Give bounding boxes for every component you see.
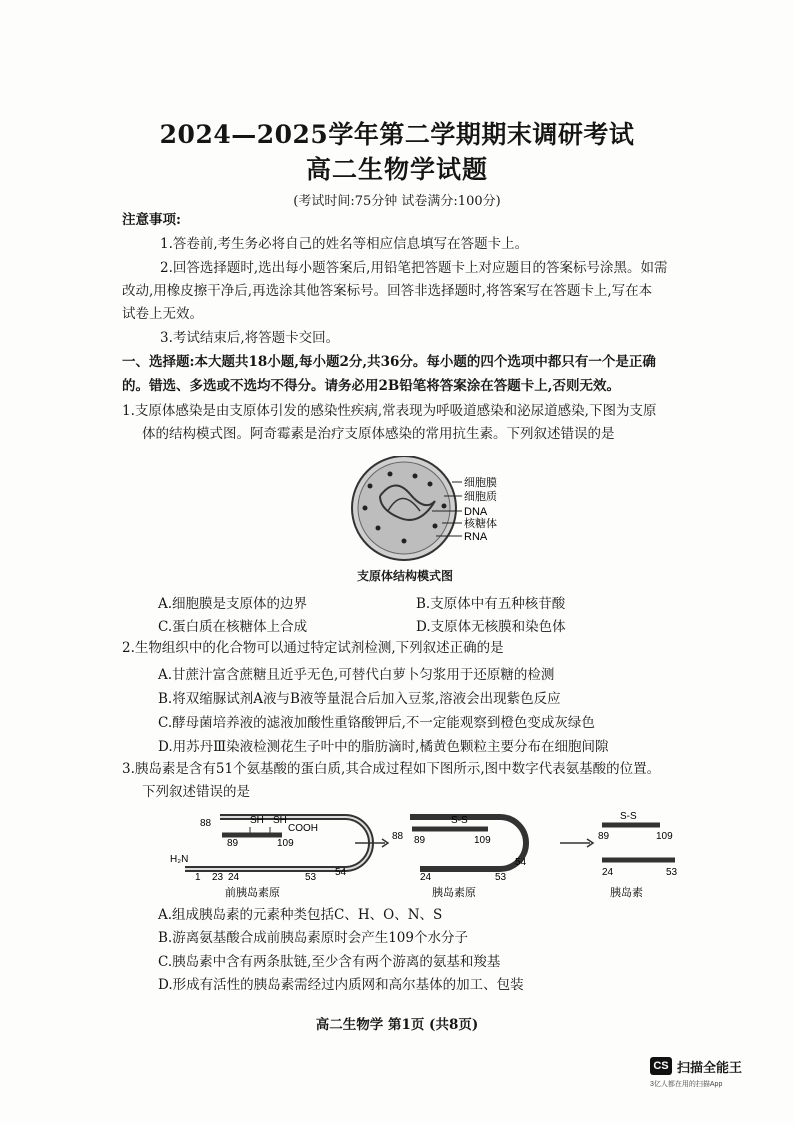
label-m109: 109 xyxy=(474,835,491,846)
label-89: 89 xyxy=(227,838,239,849)
q3-option-c: C.胰岛素中含有两条肽链,至少含有两个游离的氨基和羧基 xyxy=(158,954,501,970)
q1-option-c: C.蛋白质在核糖体上合成 xyxy=(158,619,308,635)
label-r24: 24 xyxy=(602,867,614,878)
q1-option-a: A.细胞膜是支原体的边界 xyxy=(158,596,308,612)
camscanner-slogan: 3亿人都在用的扫描App xyxy=(650,1081,723,1088)
section1-line1: 一、选择题:本大题共18小题,每小题2分,共36分。每小题的四个选项中都只有一个是正确 xyxy=(122,354,656,370)
label-23: 23 xyxy=(212,872,224,883)
note-3: 3.考试结束后,将答题卡交回。 xyxy=(160,330,340,346)
exam-title: 2024—2025学年第二学期期末调研考试 xyxy=(159,120,635,149)
label-ss-2: S-S xyxy=(620,811,637,822)
label-ribosome: 核糖体 xyxy=(464,518,497,530)
q3-option-a: A.组成胰岛素的元素种类包括C、H、O、N、S xyxy=(158,907,443,923)
label-m89: 89 xyxy=(414,835,426,846)
q1-figure-caption: 支原体结构模式图 xyxy=(357,569,454,583)
label-1: 1 xyxy=(195,872,201,883)
camscanner-name: 扫描全能王 xyxy=(677,1060,743,1075)
label-rna: RNA xyxy=(464,531,488,543)
label-sh-1: SH xyxy=(250,815,264,826)
preproinsulin-diagram xyxy=(170,815,371,899)
section1-line2: 的。错选、多选或不选均不得分。请务必用2B铅笔将答案涂在答题卡上,否则无效。 xyxy=(122,378,621,394)
label-cooh: COOH xyxy=(288,823,318,834)
proinsulin-diagram xyxy=(392,815,527,899)
q3-stem-line2: 下列叙述错误的是 xyxy=(142,784,250,800)
proinsulin-chain xyxy=(410,817,526,869)
q3-stem-line1: 3.胰岛素是含有51个氨基酸的蛋白质,其合成过程如下图所示,图中数字代表氨基酸的位置。 xyxy=(122,761,661,777)
q1-option-d: D.支原体无核膜和染色体 xyxy=(416,619,566,635)
label-88: 88 xyxy=(200,818,212,829)
q2-option-c: C.酵母菌培养液的滤液加酸性重铬酸钾后,不一定能观察到橙色变成灰绿色 xyxy=(158,715,595,731)
page-footer: 高二生物学 第1页 (共8页) xyxy=(315,1017,479,1033)
note-2-line1: 2.回答选择题时,选出每小题答案后,用铅笔把答题卡上对应题目的答案标号涂黑。如需 xyxy=(160,260,668,276)
note-2-line3: 试卷上无效。 xyxy=(122,306,203,322)
label-ss-1: S-S xyxy=(451,815,468,826)
label-m53: 53 xyxy=(495,872,507,883)
label-r53: 53 xyxy=(666,867,678,878)
label-r89: 89 xyxy=(598,831,610,842)
label-h2n: H₂N xyxy=(170,854,189,865)
label-cytoplasm: 细胞质 xyxy=(464,491,497,503)
insulin-diagram xyxy=(598,811,678,899)
label-53: 53 xyxy=(305,872,317,883)
caption-proinsulin: 胰岛素原 xyxy=(432,887,476,899)
label-dna: DNA xyxy=(464,506,488,518)
camscanner-logo-icon: CS xyxy=(650,1057,672,1075)
caption-insulin: 胰岛素 xyxy=(610,887,643,899)
mycoplasma-figure xyxy=(340,456,560,566)
note-2-line2: 改动,用橡皮擦干净后,再选涂其他答案标号。回答非选择题时,将答案写在答题卡上,写在本 xyxy=(122,283,653,299)
label-r109: 109 xyxy=(656,831,673,842)
label-24: 24 xyxy=(228,872,240,883)
q2-option-d: D.用苏丹Ⅲ染液检测花生子叶中的脂肪滴时,橘黄色颗粒主要分布在细胞间隙 xyxy=(158,739,609,755)
q2-stem: 2.生物组织中的化合物可以通过特定试剂检测,下列叙述正确的是 xyxy=(122,640,504,656)
q1-stem-line1: 1.支原体感染是由支原体引发的感染性疾病,常表现为呼吸道感染和泌尿道感染,下图为支原 xyxy=(122,403,657,419)
note-1: 1.答卷前,考生务必将自己的姓名等相应信息填写在答题卡上。 xyxy=(160,236,529,252)
label-54: 54 xyxy=(335,867,347,878)
q3-option-b: B.游离氨基酸合成前胰岛素原时会产生109个水分子 xyxy=(158,930,468,946)
insulin-synthesis-figure xyxy=(170,805,710,900)
q2-option-b: B.将双缩脲试剂A液与B液等量混合后加入豆浆,溶液会出现紫色反应 xyxy=(158,691,561,707)
label-109: 109 xyxy=(277,838,294,849)
label-m88: 88 xyxy=(392,831,404,842)
q1-stem-line2: 体的结构模式图。阿奇霉素是治疗支原体感染的常用抗生素。下列叙述错误的是 xyxy=(142,426,615,442)
label-m24: 24 xyxy=(420,872,432,883)
label-sh-2: SH xyxy=(273,815,287,826)
label-membrane: 细胞膜 xyxy=(464,477,497,489)
caption-preproinsulin: 前胰岛素原 xyxy=(225,887,280,899)
q1-option-b: B.支原体中有五种核苷酸 xyxy=(416,596,566,612)
notes-heading: 注意事项: xyxy=(122,212,181,228)
exam-info: (考试时间:75分钟 试卷满分:100分) xyxy=(293,194,501,209)
q3-option-d: D.形成有活性的胰岛素需经过内质网和高尔基体的加工、包装 xyxy=(158,977,524,993)
subject-title: 高二生物学试题 xyxy=(305,155,488,184)
q2-option-a: A.甘蔗汁富含蔗糖且近乎无色,可替代白萝卜匀浆用于还原糖的检测 xyxy=(158,667,555,683)
label-m54: 54 xyxy=(515,857,527,868)
